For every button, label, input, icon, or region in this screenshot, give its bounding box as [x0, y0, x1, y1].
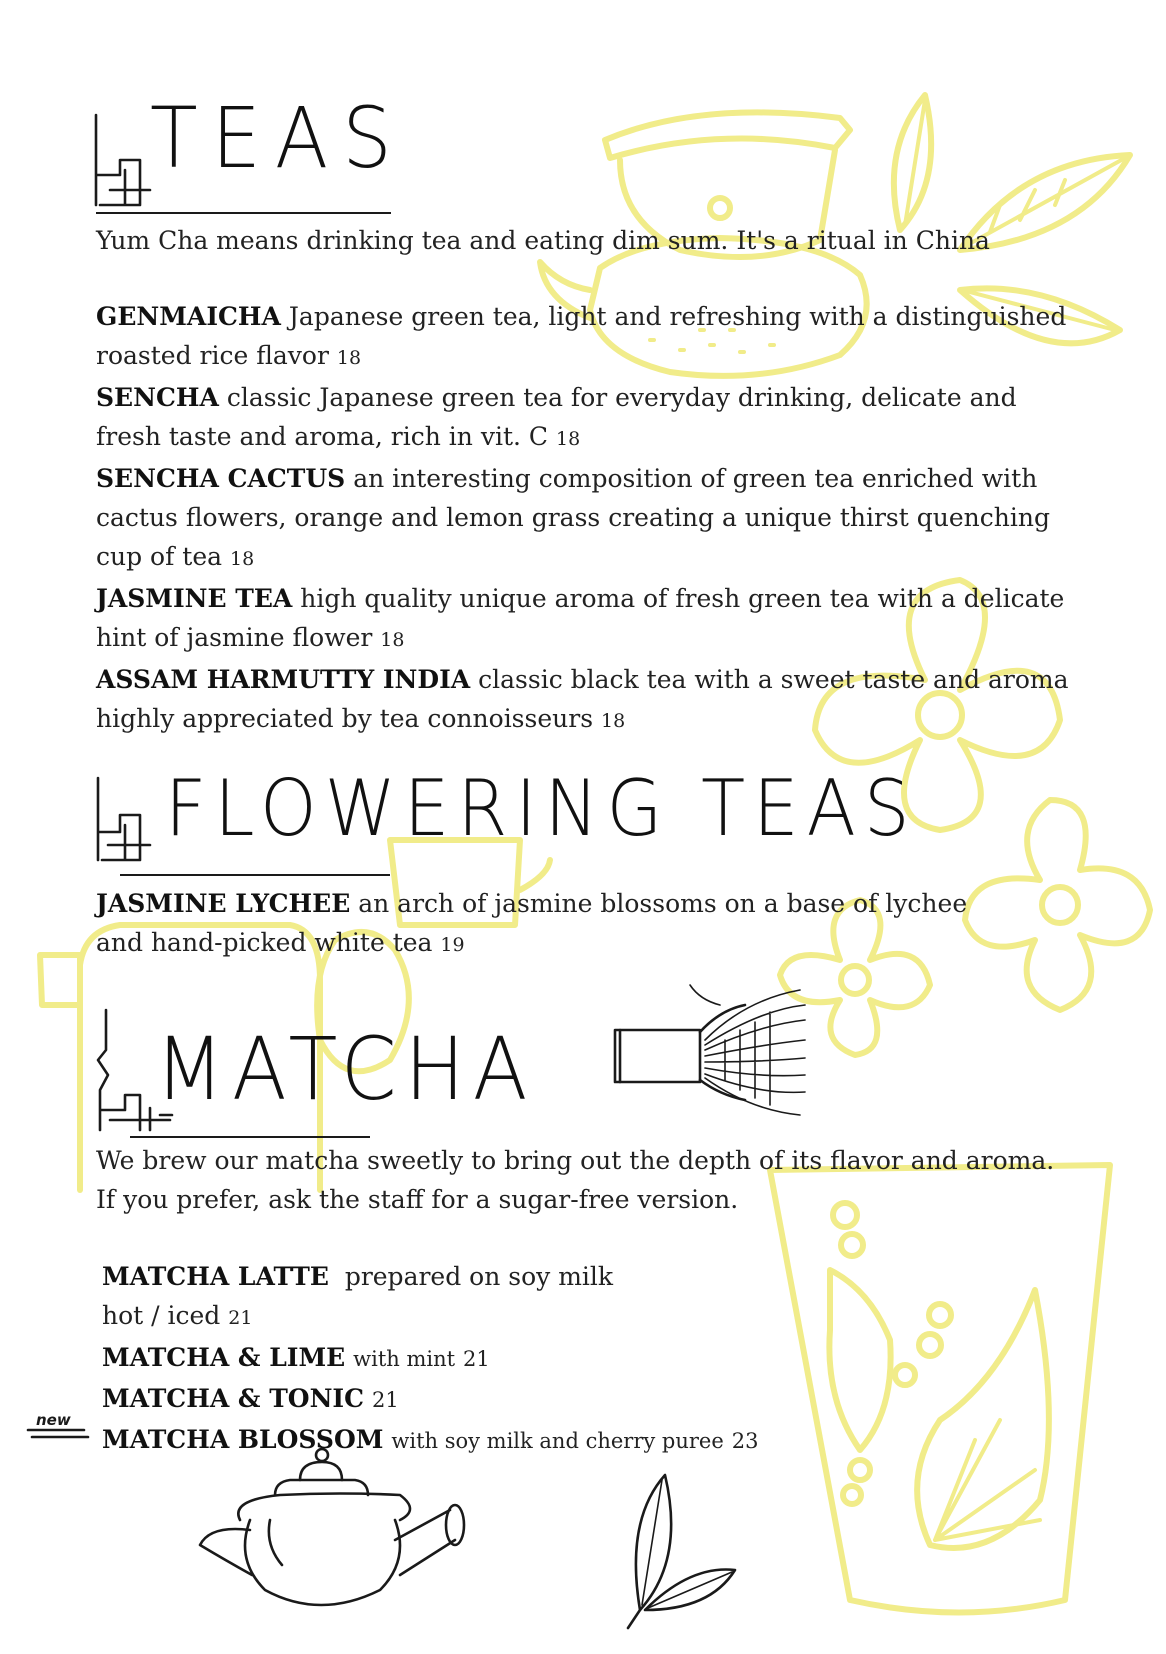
item-price: 21: [371, 1388, 399, 1412]
teas-heading-ornament: [96, 115, 150, 205]
teas-section: [96, 221, 1076, 741]
item-variant: hot / iced: [102, 1301, 221, 1330]
menu-item: [96, 297, 1076, 378]
item-name: SENCHA CACTUS: [96, 464, 346, 493]
matcha-list: [102, 1257, 802, 1461]
item-description: classic black tea with a sweet taste and aroma highly appreciated by tea connoisseurs: [96, 665, 1069, 733]
teas-heading-rule: [96, 212, 391, 214]
item-price: 18: [556, 428, 581, 450]
item-price: 18: [600, 710, 626, 732]
matcha-heading-rule: [130, 1136, 370, 1138]
flowering-section: [96, 884, 976, 965]
matcha-intro-line-1: We brew our matcha sweetly to bring out the depth of its flavor and aroma.: [96, 1146, 1055, 1175]
item-price: 21: [463, 1347, 490, 1371]
item-description: an interesting composition of green tea enriched with cactus flowers, orange and lemon grass creating a unique thirst quenching cup of tea: [96, 464, 1050, 571]
matcha-intro: [96, 1141, 1096, 1219]
item-name: GENMAICHA: [96, 302, 281, 331]
item-price: 21: [228, 1307, 253, 1329]
teas-intro: Yum Cha means drinking tea and eating dim sum. It's a ritual in China: [96, 226, 990, 255]
item-price: 23: [731, 1429, 759, 1453]
menu-item: [96, 884, 976, 965]
item-description: classic Japanese green tea for everyday drinking, delicate and fresh taste and aroma, rich in vit. C: [96, 383, 1017, 451]
new-badge: new: [36, 1411, 71, 1429]
flowering-teas-heading: FLOWERING TEAS: [165, 762, 918, 854]
yellow-glass-illustration: [770, 1165, 1110, 1613]
matcha-intro-line-2: If you prefer, ask the staff for a sugar-free version.: [96, 1185, 739, 1214]
item-name: MATCHA & TONIC: [102, 1384, 365, 1413]
matcha-heading: MATCHA: [155, 1019, 536, 1120]
menu-item: [96, 459, 1076, 579]
item-description: high quality unique aroma of fresh green tea with a delicate hint of jasmine flower: [96, 584, 1065, 652]
item-name: JASMINE LYCHEE: [96, 889, 351, 918]
item-name: JASMINE TEA: [96, 584, 293, 613]
black-teapot-illustration: [200, 1449, 464, 1605]
item-price: 18: [230, 548, 255, 570]
item-name: MATCHA LATTE: [102, 1262, 329, 1291]
menu-item: [96, 378, 1076, 459]
teas-list: [96, 297, 1076, 741]
item-price: 18: [336, 347, 362, 369]
item-price: 18: [380, 629, 405, 651]
item-name: MATCHA BLOSSOM: [102, 1425, 384, 1454]
menu-item: [102, 1420, 802, 1461]
item-description: prepared on soy milk: [344, 1262, 614, 1291]
item-description: an arch of jasmine blossoms on a base of lychee and hand-picked white tea: [96, 889, 968, 957]
menu-item: [96, 660, 1076, 741]
menu-item: [102, 1338, 802, 1379]
teas-heading: TEAS: [150, 90, 406, 188]
flowering-heading-rule: [120, 874, 390, 876]
menu-item: [102, 1257, 802, 1296]
item-name: ASSAM HARMUTTY INDIA: [96, 665, 471, 694]
flowering-heading-ornament: [98, 778, 150, 860]
menu-item: [102, 1379, 802, 1420]
item-price: 19: [440, 934, 465, 956]
new-badge-underline: [28, 1430, 88, 1437]
menu-item-line: [102, 1296, 802, 1338]
item-name: SENCHA: [96, 383, 219, 412]
item-name: MATCHA & LIME: [102, 1343, 346, 1372]
item-description: Japanese green tea, light and refreshing with a distinguished roasted rice flavor: [96, 302, 1067, 370]
menu-item: [96, 579, 1076, 660]
item-description: with soy milk and cherry puree: [391, 1429, 724, 1453]
matcha-whisk-illustration: [615, 985, 805, 1115]
black-leaves-illustration: [628, 1475, 735, 1628]
item-description: with mint: [353, 1347, 456, 1371]
